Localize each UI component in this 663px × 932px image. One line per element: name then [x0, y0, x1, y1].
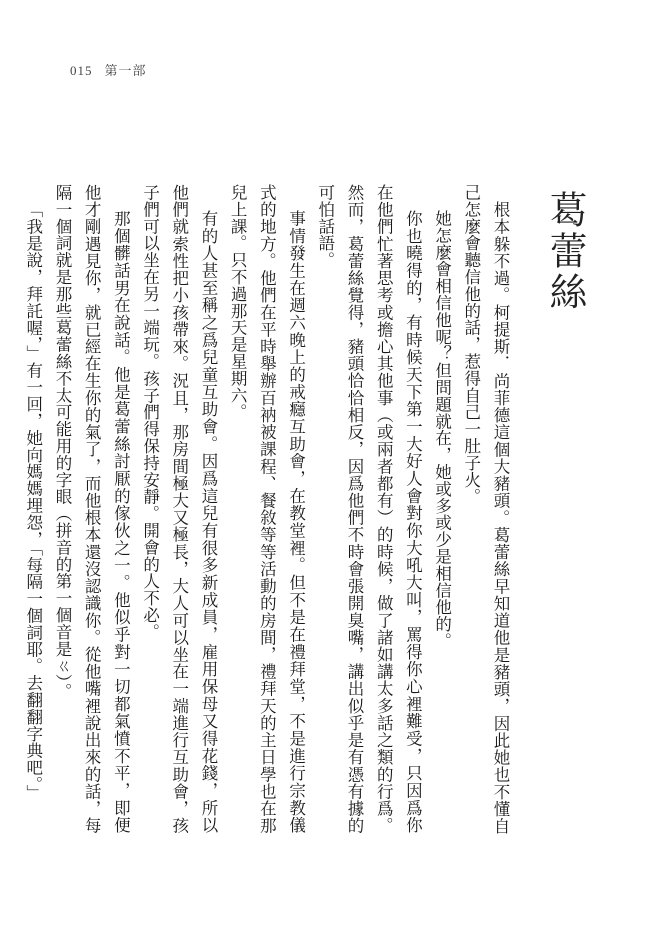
- page-number: 015: [70, 63, 93, 78]
- paragraph: 你也曉得的，有時候天下第一大好人會對你大吼大叫，罵得你心裡難受，只因爲你在他們忙著思考或擔心其他事（或兩者都有）的時候，做了諸如講太多話之類的行爲。然而，葛蕾絲覺得，豬頭恰恰相反，因爲他們不時會張開臭嘴，講出似乎是有憑有據的可怕話語。: [315, 184, 423, 834]
- paragraph: 事情發生在週六晚上的戒癮互助會，在教堂裡。但不是在禮拜堂，不是進行宗教儀式的地方。他們在平時舉辦百衲被課程、餐敘等等活動的房間，禮拜天的主日學也在那兒上課。只不過那天是星期六。: [228, 184, 306, 834]
- paragraph: 「我是說，拜託喔，」有一回，她向媽媽埋怨，「每隔一個詞耶。去翻翻字典吧。」: [23, 200, 43, 802]
- chapter-title: 葛蕾絲: [543, 190, 587, 313]
- paragraph: 她怎麼會相信他呢？但問題就在，她或多或少是相信他的。: [432, 210, 452, 650]
- paragraph: 有的人甚至稱之爲兒童互助會。因爲這兒有很多新成員，雇用保母又得花錢，所以他們就索性把小孩帶來。況且，那房間極大又極長，大人可以坐在一端進行互助會，孩子們可以坐在另一端玩。孩子們得保持安靜。開會的人不必。: [140, 184, 218, 834]
- body-text: [23, 184, 515, 834]
- paragraph: 那個髒話男在說話。他是葛蕾絲討厭的傢伙之一。他似乎對一切都氣憤不平，即便他才剛遇見你，就已經在生你的氣了，而他根本還沒認識你。從他嘴裡說出來的話，每隔一個詞就是那些葛蕾絲不太可能用的字眼（拼音的第一個音是ㄍ）。: [52, 184, 131, 834]
- paragraph: 根本躲不過。柯提斯．尚菲德這個大豬頭。葛蕾絲早知道他是豬頭，因此她也不懂自己怎麼會聽信他的話，惹得自己一肚子火。: [461, 184, 510, 834]
- running-header: [70, 60, 147, 79]
- part-label: 第一部: [104, 63, 147, 78]
